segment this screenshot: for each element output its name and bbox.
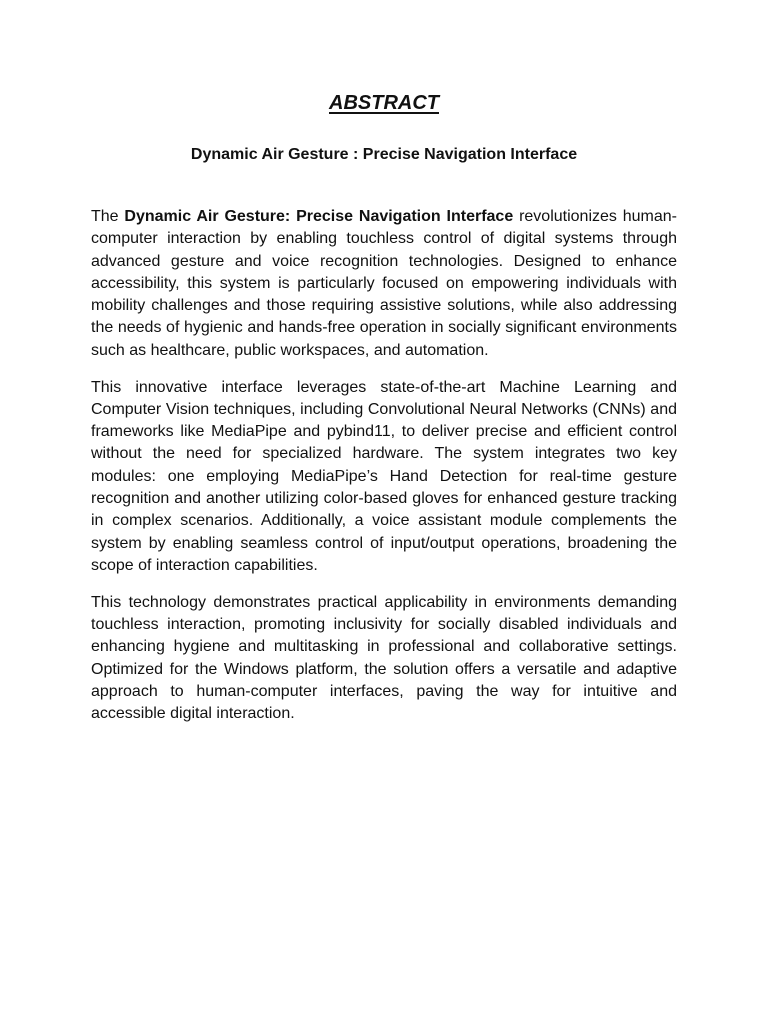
abstract-heading: ABSTRACT [329,92,439,114]
paragraph-2: This innovative interface leverages state-of-the-art Machine Learning and Computer Vision techniques, including Convolutional Neural Networks (CNNs) and frameworks like MediaPipe and pybind11, to deliver precise and efficient control without the need for specialized hardware. The system integrates two key modules: one employing MediaPipe’s Hand Detection for real-time gesture recognition and another utilizing color-based gloves for enhanced gesture tracking in complex scenarios. Additionally, a voice assistant module complements the system by enabling seamless control of input/output operations, broadening the scope of interaction capabilities. [91,378,677,574]
paragraph-1 [91,206,677,362]
paragraph-1-emphasis: Dynamic Air Gesture: Precise Navigation Interface [124,208,514,225]
paragraph-1-rest: revolutionizes human-computer interaction by enabling touchless control of digital systems through advanced gesture and voice recognition technologies. Designed to enhance accessibility, this system is particularly focused on empowering individuals with mobility challenges and those requiring assistive solutions, while also addressing the needs of hygienic and hands-free operation in socially significant environments such as healthcare, public workspaces, and automation. [91,208,677,359]
paragraph-1-lead: The [91,208,125,225]
abstract-body [91,206,677,740]
document-subtitle: Dynamic Air Gesture : Precise Navigation Interface [190,146,578,163]
paragraph-3: This technology demonstrates practical applicability in environments demanding touchless interaction, promoting inclusivity for socially disabled individuals and enhancing hygiene and multitasking in professional and collaborative settings. Optimized for the Windows platform, the solution offers a versatile and adaptive approach to human-computer interfaces, paving the way for intuitive and accessible digital interaction. [91,593,677,723]
